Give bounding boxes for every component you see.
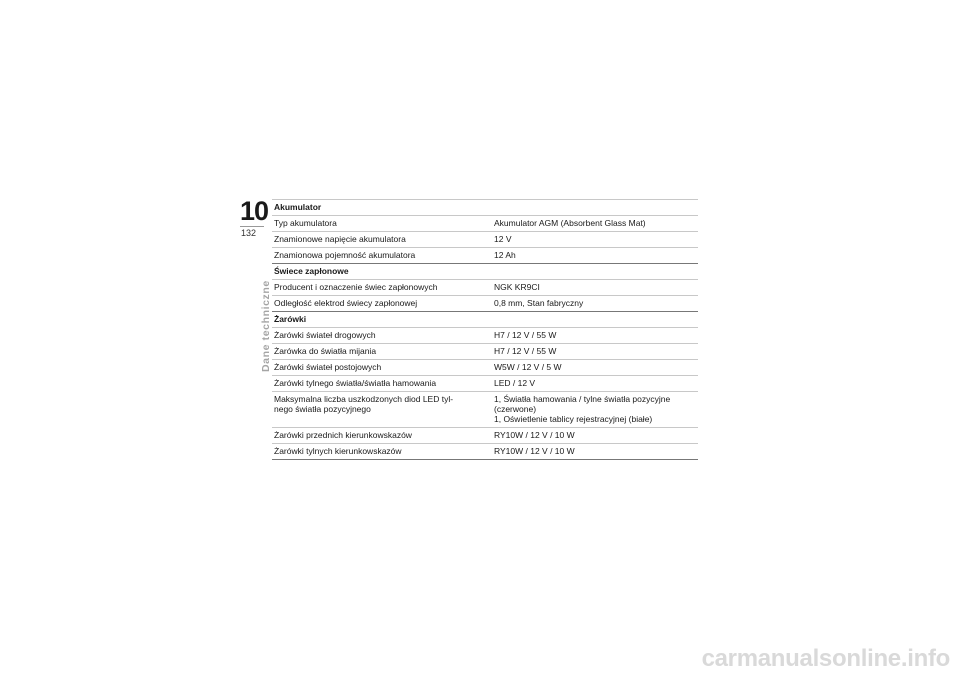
table-row: [272, 375, 698, 391]
table-row: [272, 295, 698, 311]
row-label: Typ akumulatora: [274, 218, 337, 228]
section-title: Żarówki: [272, 311, 698, 327]
side-chapter-title: Dane techniczne: [260, 280, 272, 372]
row-value: LED / 12 V: [494, 378, 536, 388]
row-label: Żarówki przednich kierunkowskazów: [274, 430, 412, 440]
row-label: Żarówki świateł drogowych: [274, 330, 376, 340]
table-row: [272, 327, 698, 343]
row-label: Żarówka do światła mijania: [274, 346, 377, 356]
row-label: Znamionowe napięcie akumulatora: [274, 234, 406, 244]
row-value: 1, Światła hamowania / tylne światła pozycyjne (czerwone) 1, Oświetlenie tablicy rejestracyjnej (białe): [494, 394, 671, 424]
row-value: H7 / 12 V / 55 W: [494, 330, 557, 340]
row-value: 12 V: [494, 234, 512, 244]
page-number: 132: [241, 228, 257, 238]
row-label: Producent i oznaczenie świec zapłonowych: [274, 282, 438, 292]
row-label: Żarówki świateł postojowych: [274, 362, 382, 372]
row-value: RY10W / 12 V / 10 W: [494, 446, 575, 456]
row-value: W5W / 12 V / 5 W: [494, 362, 562, 372]
chapter-divider: [240, 226, 264, 227]
table-row: [272, 427, 698, 443]
row-value: 0,8 mm, Stan fabryczny: [494, 298, 584, 308]
row-label: Znamionowa pojemność akumulatora: [274, 250, 416, 260]
row-label: Maksymalna liczba uszkodzonych diod LED tyl- nego światła pozycyjnego: [274, 394, 454, 414]
watermark: carmanualsonline.info: [701, 645, 950, 672]
row-label: Żarówki tylnych kierunkowskazów: [274, 446, 402, 456]
table-row: [272, 231, 698, 247]
table-row: [272, 391, 698, 427]
section-title: Świece zapłonowe: [272, 263, 698, 279]
table-row: [272, 247, 698, 263]
chapter-number: 10: [240, 196, 269, 226]
row-value: 12 Ah: [494, 250, 516, 260]
row-value: RY10W / 12 V / 10 W: [494, 430, 575, 440]
table-row: [272, 343, 698, 359]
row-value: Akumulator AGM (Absorbent Glass Mat): [494, 218, 646, 228]
row-label: Żarówki tylnego światła/światła hamowania: [274, 378, 437, 388]
section-title: Akumulator: [272, 199, 698, 215]
table-row: [272, 359, 698, 375]
row-value: H7 / 12 V / 55 W: [494, 346, 557, 356]
table-row: [272, 279, 698, 295]
row-label: Odległość elektrod świecy zapłonowej: [274, 298, 418, 308]
table-row: [272, 443, 698, 459]
spec-table: [272, 199, 698, 460]
table-row: [272, 215, 698, 231]
row-value: NGK KR9CI: [494, 282, 540, 292]
table-bottom-rule: [272, 459, 698, 460]
